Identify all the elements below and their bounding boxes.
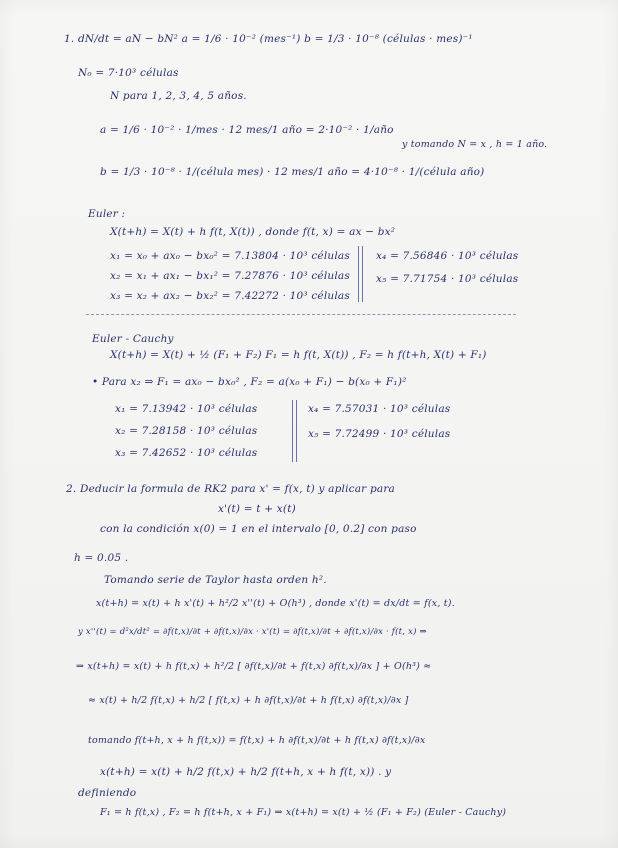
- expansion-substituted: ⇒ x(t+h) = x(t) + h f(t,x) + h²/2 [ ∂f(t,x)/∂t + f(t,x) ∂f(t,x)/∂x ] + O(h³) ≈: [76, 661, 432, 672]
- euler-divider-line-b: [362, 246, 363, 302]
- euler-x3: x₃ = x₂ + ax₂ − bx₂² = 7.42272 · 10³ células: [110, 290, 350, 302]
- rk2-final-formula: F₁ = h f(t,x) , F₂ = h f(t+h, x + F₁) ⇒ x(t+h) = x(t) + ½ (F₁ + F₂) (Euler - Cauchy): [100, 807, 507, 818]
- ec-divider-line-a: [292, 400, 293, 462]
- euler-x5: x₅ = 7.71754 · 10³ células: [376, 273, 519, 285]
- ec-x1: x₁ = 7.13942 · 10³ células: [115, 403, 258, 415]
- defining-label: definiendo: [78, 787, 137, 799]
- expansion-regrouped: ≈ x(t) + h/2 f(t,x) + h/2 [ f(t,x) + h ∂f(t,x)/∂t + h f(t,x) ∂f(t,x)/∂x ]: [88, 695, 409, 706]
- euler-cauchy-setup: • Para x₂ ⇒ F₁ = ax₀ − bx₀² , F₂ = a(x₀ + F₁) − b(x₀ + F₁)²: [92, 376, 407, 388]
- problem-1-equation: 1. dN/dt = aN − bN² a = 1/6 · 10⁻² (mes⁻¹) b = 1/3 · 10⁻⁸ (células · mes)⁻¹: [64, 33, 473, 45]
- euler-x4: x₄ = 7.56846 · 10³ células: [376, 250, 519, 262]
- b-conversion: b = 1/3 · 10⁻⁸ · 1/(célula mes) · 12 mes/1 año = 4·10⁻⁸ · 1/(célula año): [100, 166, 485, 178]
- section-separator: [86, 314, 516, 315]
- ec-x5: x₅ = 7.72499 · 10³ células: [308, 428, 451, 440]
- ode-equation: x'(t) = t + x(t): [218, 503, 296, 515]
- problem-2-statement: 2. Deducir la formula de RK2 para x' = f(x, t) y aplicar para: [66, 483, 396, 495]
- initial-condition: con la condición x(0) = 1 en el intervalo [0, 0.2] con paso: [100, 523, 417, 535]
- taylor-expansion: x(t+h) = x(t) + h x'(t) + h²/2 x''(t) + O(h³) , donde x'(t) = dx/dt = f(x, t).: [96, 598, 455, 609]
- variable-note: y tomando N = x , h = 1 año.: [402, 139, 548, 150]
- ec-x4: x₄ = 7.57031 · 10³ células: [308, 403, 451, 415]
- initial-population: N₀ = 7·10³ células: [78, 67, 179, 79]
- euler-cauchy-formula: X(t+h) = X(t) + ½ (F₁ + F₂) F₁ = h f(t, X(t)) , F₂ = h f(t+h, X(t) + F₁): [110, 349, 487, 361]
- years-list: N para 1, 2, 3, 4, 5 años.: [110, 90, 247, 102]
- ec-divider-line-b: [296, 400, 297, 462]
- ec-x2: x₂ = 7.28158 · 10³ células: [115, 425, 258, 437]
- euler-heading: Euler :: [88, 208, 126, 220]
- euler-x2: x₂ = x₁ + ax₁ − bx₁² = 7.27876 · 10³ células: [110, 270, 350, 282]
- euler-x1: x₁ = x₀ + ax₀ − bx₀² = 7.13804 · 10³ células: [110, 250, 350, 262]
- ec-x3: x₃ = 7.42652 · 10³ células: [115, 447, 258, 459]
- rk2-result: x(t+h) = x(t) + h/2 f(t,x) + h/2 f(t+h, x + h f(t, x)) . y: [100, 766, 392, 778]
- taylor-two-variables: tomando f(t+h, x + h f(t,x)) = f(t,x) + h ∂f(t,x)/∂t + h f(t,x) ∂f(t,x)/∂x: [88, 735, 426, 746]
- euler-divider-line-a: [358, 246, 359, 302]
- taylor-intro: Tomando serie de Taylor hasta orden h².: [104, 574, 327, 586]
- second-derivative: y x''(t) = d²x/dt² = ∂f(t,x)/∂t + ∂f(t,x)/∂x · x'(t) = ∂f(t,x)/∂t + ∂f(t,x)/∂x · f(t, x) ⇒: [78, 627, 427, 637]
- a-conversion: a = 1/6 · 10⁻² · 1/mes · 12 mes/1 año = 2·10⁻² · 1/año: [100, 124, 394, 136]
- step-size: h = 0.05 .: [74, 552, 129, 564]
- euler-cauchy-heading: Euler - Cauchy: [92, 333, 174, 345]
- euler-formula: X(t+h) = X(t) + h f(t, X(t)) , donde f(t, x) = ax − bx²: [110, 226, 396, 238]
